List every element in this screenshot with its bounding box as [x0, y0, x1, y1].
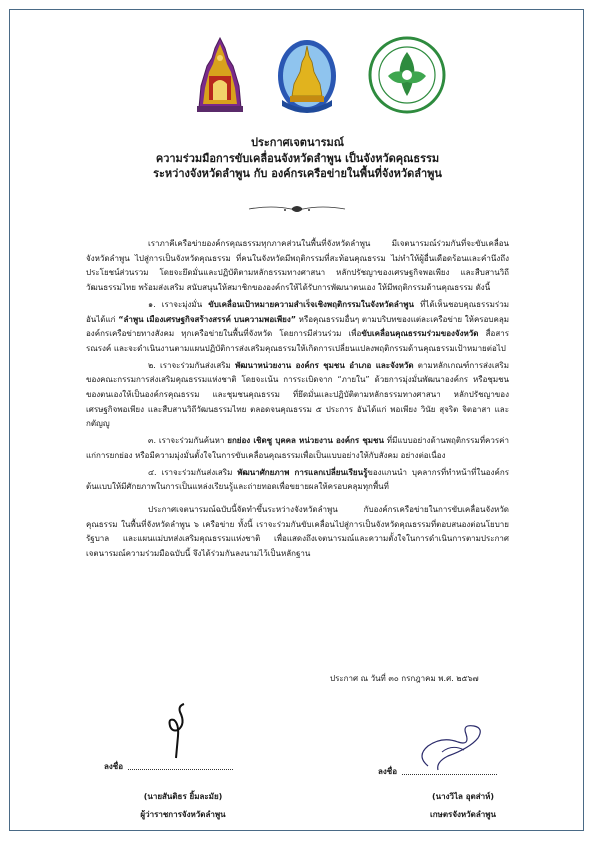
stupa-emblem-icon [276, 36, 338, 114]
signatory-name-left: (นายสันติธร ยิ้มละมัย) [143, 792, 223, 801]
divider-ornament-icon [247, 200, 347, 212]
date-line: ประกาศ ณ วันที่ ๓๐ กรกฎาคม พ.ศ. ๒๕๖๗ [330, 674, 479, 683]
commitment-paragraph-1: ๑. เราจะมุ่งมั่น ขับเคลื่อนเป้าหมายความสำเร็จเชิงพฤติกรรมในจังหวัดลำพูน ที่ได้เห็นชอบคุณธรรมร่วม อันได้แก่ “ลำพูน เมืองเศรษฐกิจสร้างสรรค์ บนความพอเพียง” หรือคุณธรรมอื่นๆ ตามบริบทของแต่ละเครือข่าย ให้ครอบคลุมองค์กรเครือข่ายทางสังคม ทุกเครือข่ายในพื้นที่จังหวัด โดยการมีส่วนร่วม เพื่อขับเคลื่อนคุณธรรมร่วมของจังหวัด สื่อสาร รณรงค์ และจะดำเนินงานตามแผนปฏิบัติการส่งเสริมคุณธรรมให้เกิดการเปลี่ยนแปลงพฤติกรรมด้านคุณธรรมเป้าหมายต่อไป [86, 299, 509, 353]
closing-paragraph: ประกาศเจตนารมณ์ฉบับนี้จัดทำขึ้นระหว่างจังหวัดลำพูน กับองค์กรเครือข่ายในการขับเคลื่อนจังหวัดคุณธรรม ในพื้นที่จังหวัดลำพูน ๖ เครือข่าย ทั้งนี้ เราจะร่วมกันขับเคลื่อนไปสู่การเป็นจังหวัดคุณธรรมที่ตอบสนองต่อนโยบายรัฐบาล และแผนแม่บทส่งเสริมคุณธรรมแห่งชาติ เพื่อแสดงถึงเจตนารมณ์และความตั้งใจในการดำเนินการตามประกาศเจตนารมณ์ความร่วมมือฉบับนี้ จึงได้ร่วมกันลงนามไว้เป็นหลักฐาน [86, 504, 509, 559]
commitment-paragraph-3: ๓. เราจะร่วมกันค้นหา ยกย่อง เชิดชู บุคคล หน่วยงาน องค์กร ชุมชน ที่มีแบบอย่างด้านพฤติกรรมที่ควรค่าแก่การยกย่อง หรือมีความมุ่งมั่นตั้งใจในการขับเคลื่อนคุณธรรมเพื่อเป็นแบบอย่างให้กับสังคม อย่างต่อเนื่อง [86, 436, 509, 460]
signature-mark-right [408, 716, 498, 776]
signature-label-left: ลงชื่อ [104, 762, 124, 771]
commitment-paragraph-4: ๔. เราจะร่วมกันส่งเสริม พัฒนาศักยภาพ การแลกเปลี่ยนเรียนรู้ของแกนนำ บุคลากรที่ทำหน้าที่ในองค์กรต้นแบบให้มีศักยภาพในการเป็นแหล่งเรียนรู้และถ่ายทอดเพื่อขยายผลให้ครอบคลุมทุกพื้นที่ [86, 467, 509, 492]
document-subtitle: ความร่วมมือการขับเคลื่อนจังหวัดลำพูน เป็นจังหวัดคุณธรรม [155, 151, 440, 165]
signature-label-right: ลงชื่อ [378, 767, 398, 776]
document-subtitle: ระหว่างจังหวัดลำพูน กับ องค์กรเครือข่ายในพื้นที่จังหวัดลำพูน [153, 167, 442, 180]
provincial-seal-icon [195, 36, 245, 114]
signatory-position-left: ผู้ว่าราชการจังหวัดลำพูน [140, 810, 226, 819]
document-title: ประกาศเจตนารมณ์ [250, 136, 345, 149]
signature-line-right [402, 774, 497, 775]
culture-ministry-icon [368, 36, 446, 114]
signatory-position-right: เกษตรจังหวัดลำพูน [429, 810, 497, 819]
intro-paragraph: เราภาคีเครือข่ายองค์กรคุณธรรมทุกภาคส่วนในพื้นที่จังหวัดลำพูน มีเจตนารมณ์ร่วมกันที่จะขับเคลื่อนจังหวัดลำพูน ไปสู่การเป็นจังหวัดคุณธรรม ที่คนในจังหวัดมีพฤติกรรมที่สะท้อนคุณธรรม ไม่ทำให้ผู้อื่นเดือดร้อนและคำนึงถึงประโยชน์ส่วนรวม โดยจะยึดมั่นและปฏิบัติตามหลักธรรมทางศาสนา หลักปรัชญาของเศรษฐกิจพอเพียง และสืบสานวิถีวัฒนธรรมไทย พร้อมส่งเสริม สนับสนุนให้สมาชิกขององค์กรให้ได้รับการพัฒนาตนเอง ให้มีพฤติกรรมด้านคุณธรรม ดังนี้ [86, 239, 509, 293]
commitment-paragraph-2: ๒. เราจะร่วมกันส่งเสริม พัฒนาหน่วยงาน องค์กร ชุมชน อำเภอ และจังหวัด ตามหลักเกณฑ์การส่งเสริมของคณะกรรมการส่งเสริมคุณธรรมแห่งชาติ โดยจะเน้น การระเบิดจาก “ภายใน” ด้วยการมุ่งมั่นพัฒนาองค์กร หรือชุมชนของตนเองให้เป็นองค์กรคุณธรรม และชุมชนคุณธรรม ที่ยึดมั่นและปฏิบัติตามหลักธรรมทางศาสนา หลักปรัชญาของเศรษฐกิจพอเพียง และสืบสานวิถีวัฒนธรรมไทย ตลอดจนคุณธรรม ๕ ประการ อันได้แก่ พอเพียง วินัย สุจริต จิตอาสา และกตัญญู [86, 360, 510, 429]
signature-mark-left [158, 702, 198, 760]
logo-row [0, 36, 595, 118]
signature-line-left [128, 769, 233, 770]
signatory-name-right: (นางวิไล อุตส่าห์) [431, 792, 495, 801]
document-body [86, 237, 509, 562]
